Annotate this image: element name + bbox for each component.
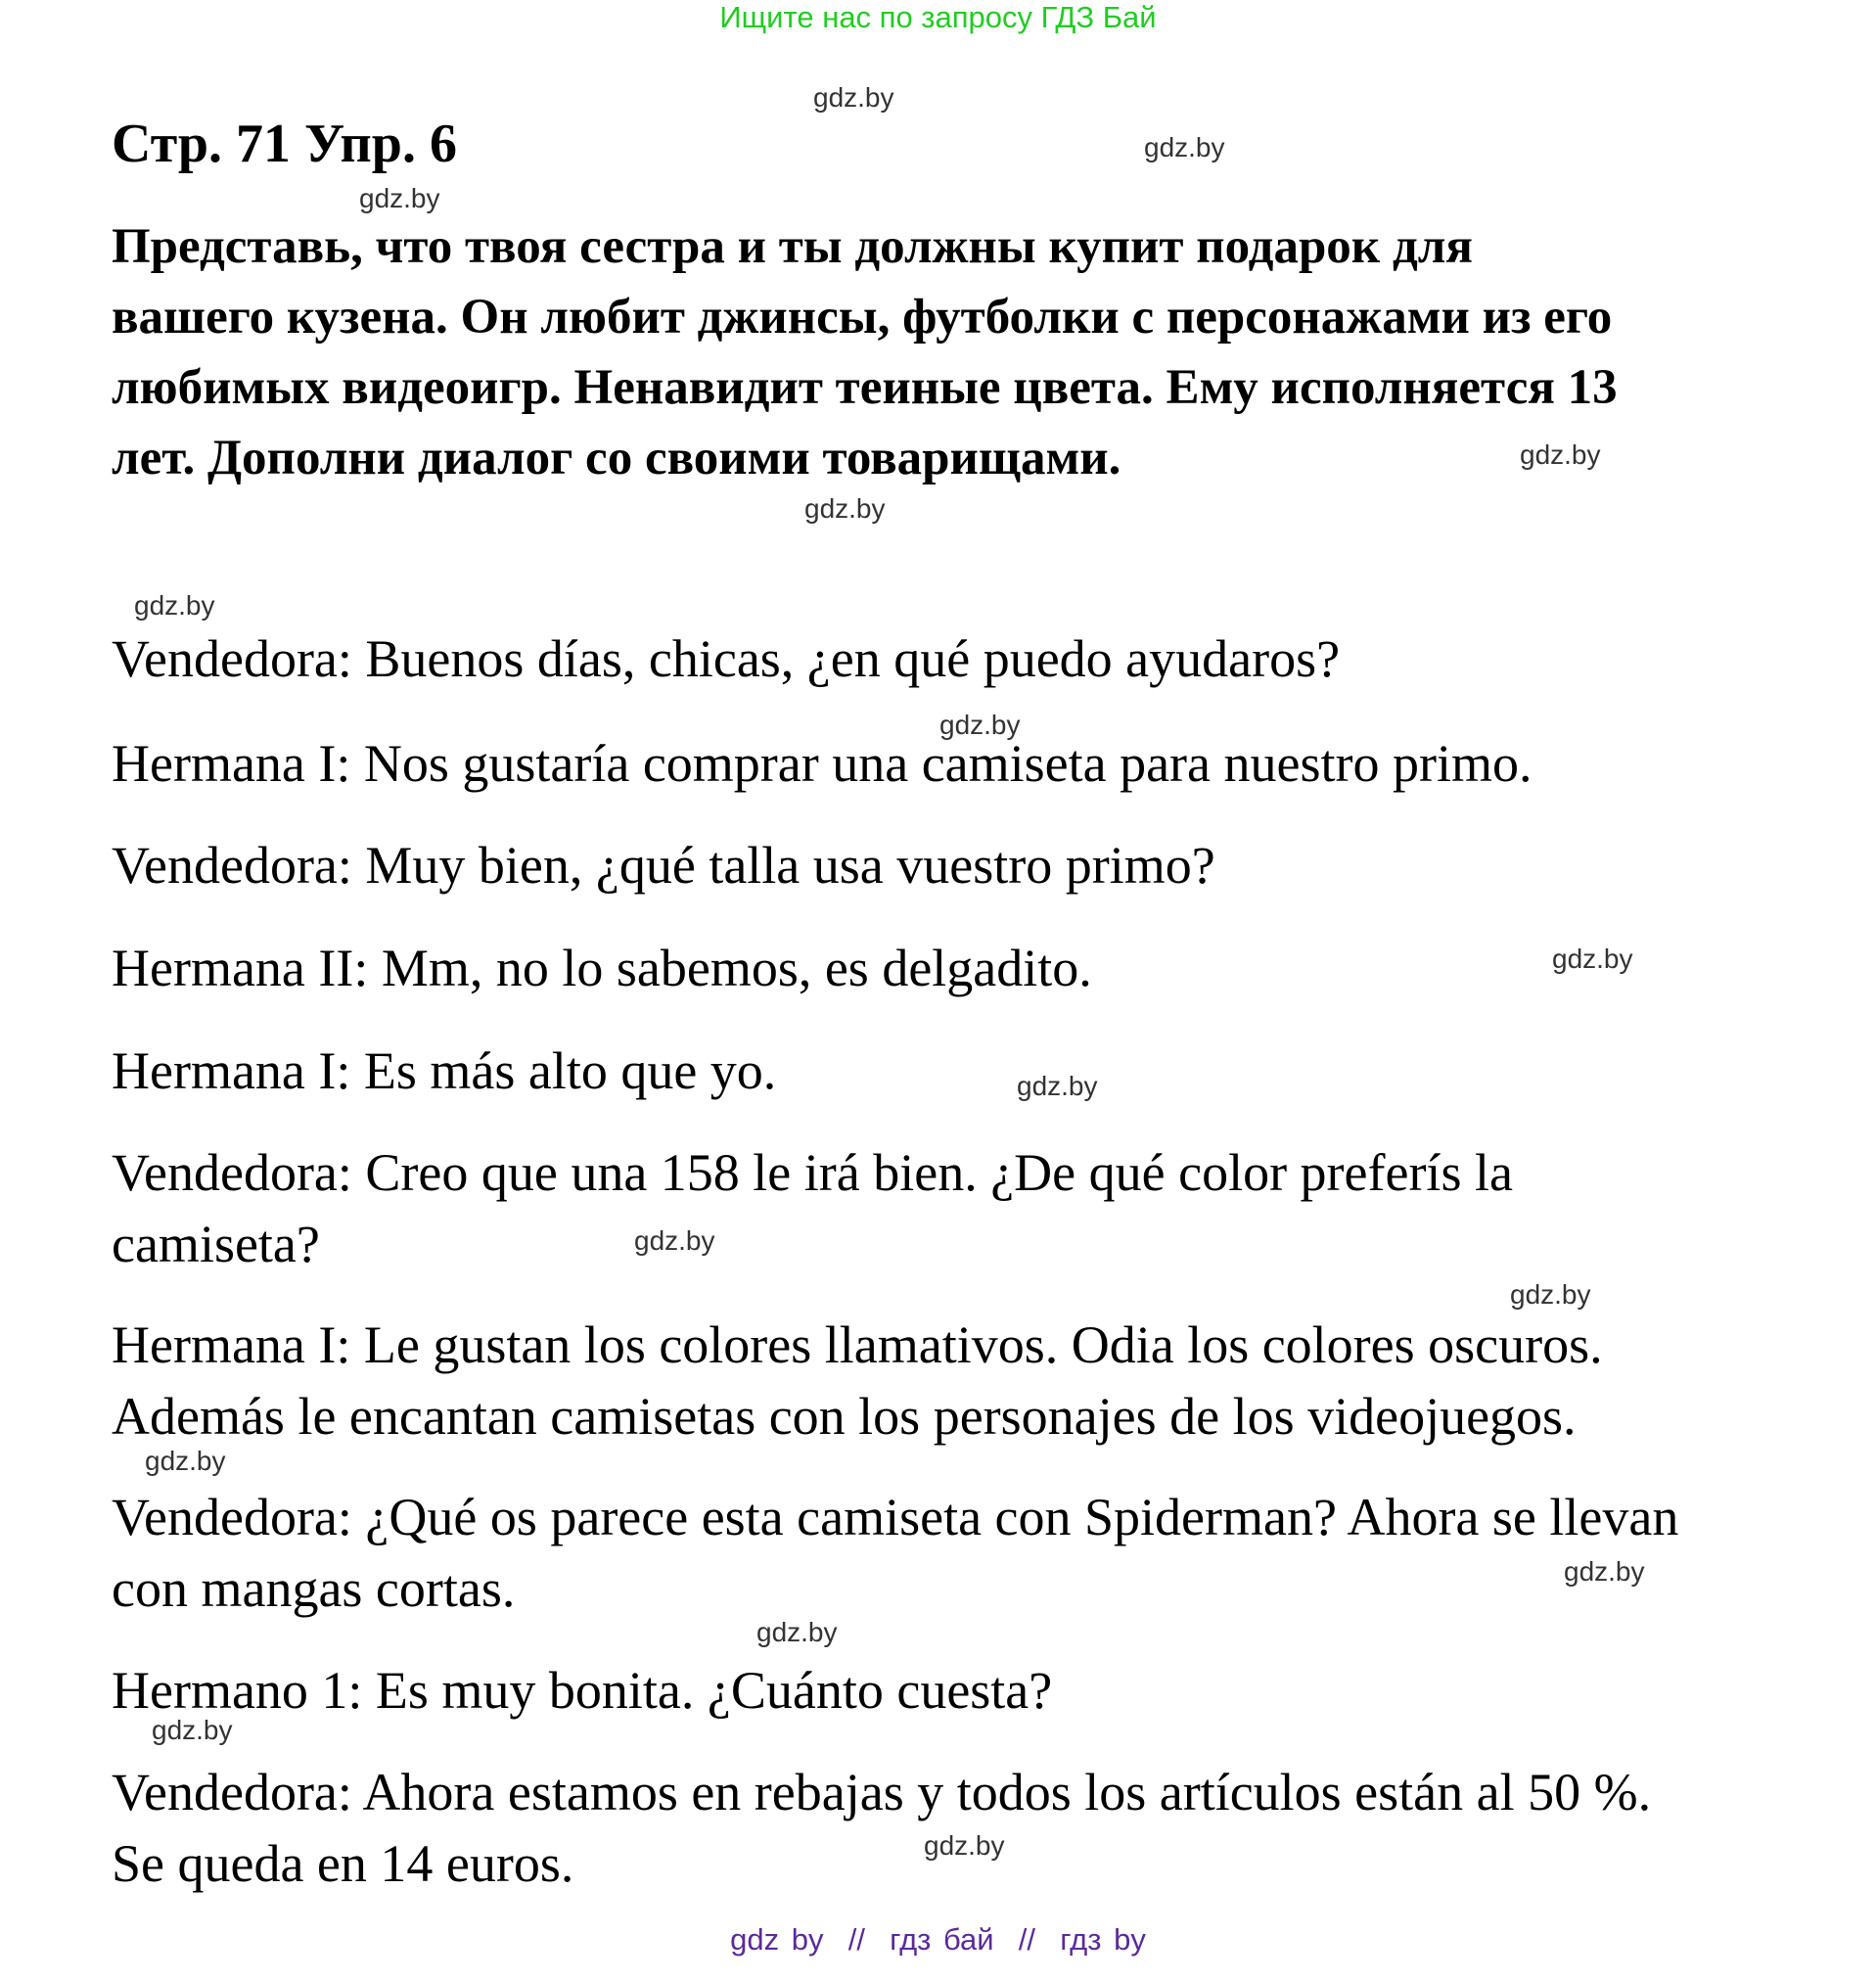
dialog-text: Vendedora: ¿Qué os parece esta camiseta con Spiderman? Ahora se llevan xyxy=(112,1488,1679,1546)
dialog-text: camiseta? xyxy=(112,1215,320,1273)
dialog-text: Hermana I: Es más alto que yo. xyxy=(112,1041,777,1100)
dialog-line xyxy=(112,1482,1678,1625)
watermark: gdz.by xyxy=(1144,132,1225,162)
task-line: вашего кузена. Он любит джинсы, футболки с персонажами из его xyxy=(112,290,1613,345)
watermark: gdz.by xyxy=(359,183,440,213)
watermark: gdz.by xyxy=(1510,1279,1591,1310)
watermark: gdz.by xyxy=(813,82,894,113)
task-line: Представь, что твоя сестра и ты должны купит подарок для xyxy=(112,219,1473,274)
dialog-text: Vendedora: Creo que una 158 le irá bien. ¿De qué color preferís la xyxy=(112,1143,1513,1202)
dialog-line xyxy=(112,1655,1052,1727)
dialog-line xyxy=(112,830,1215,901)
dialog-line xyxy=(112,1757,1651,1900)
watermark: gdz.by xyxy=(1017,1071,1098,1101)
dialog-line xyxy=(112,1137,1513,1280)
dialog-line xyxy=(112,728,1532,800)
watermark: gdz.by xyxy=(1520,439,1601,470)
dialog-line xyxy=(112,1036,776,1107)
search-banner: Ищите нас по запросу ГДЗ Бай xyxy=(719,0,1157,34)
dialog-text: Hermana I: Nos gustaría comprar una camiseta para nuestro primo. xyxy=(112,734,1533,793)
watermark: gdz.by xyxy=(1564,1556,1645,1587)
watermark: gdz.by xyxy=(134,590,215,621)
dialog-text: Hermana II: Mm, no lo sabemos, es delgadito. xyxy=(112,939,1092,997)
dialog-text: Vendedora: Ahora estamos en rebajas y todos los artículos están al 50 %. xyxy=(112,1763,1652,1821)
watermark: gdz.by xyxy=(1552,944,1633,974)
task-line: любимых видеоигр. Ненавидит теиные цвета. Ему исполняется 13 xyxy=(112,360,1618,415)
dialog-text: Hermano 1: Es muy bonita. ¿Cuánto cuesta? xyxy=(112,1661,1053,1720)
task-line: лет. Дополни диалог со своими товарищами. xyxy=(112,431,1121,485)
footer-links: gdz by // гдз бай // гдз by xyxy=(730,1922,1146,1957)
watermark: gdz.by xyxy=(924,1830,1005,1861)
dialog-text: Vendedora: Buenos días, chicas, ¿en qué puedo ayudaros? xyxy=(112,629,1341,688)
dialog-line xyxy=(112,1310,1603,1452)
dialog-line xyxy=(112,623,1340,695)
watermark: gdz.by xyxy=(634,1225,715,1256)
dialog-text: Vendedora: Muy bien, ¿qué talla usa vuestro primo? xyxy=(112,836,1215,895)
dialog-text: con mangas cortas. xyxy=(112,1559,516,1618)
watermark: gdz.by xyxy=(756,1617,838,1647)
watermark: gdz.by xyxy=(804,493,886,524)
task-description xyxy=(112,211,1618,493)
dialog-text: Además le encantan camisetas con los personajes de los videojuegos. xyxy=(112,1387,1577,1446)
dialog-text: Hermana I: Le gustan los colores llamativos. Odia los colores oscuros. xyxy=(112,1315,1603,1374)
watermark: gdz.by xyxy=(152,1715,233,1745)
watermark: gdz.by xyxy=(939,710,1021,740)
dialog-text: Se queda en 14 euros. xyxy=(112,1834,574,1893)
watermark: gdz.by xyxy=(145,1446,226,1476)
page-title: Стр. 71 Упр. 6 xyxy=(112,114,457,174)
dialog-line xyxy=(112,933,1092,1004)
